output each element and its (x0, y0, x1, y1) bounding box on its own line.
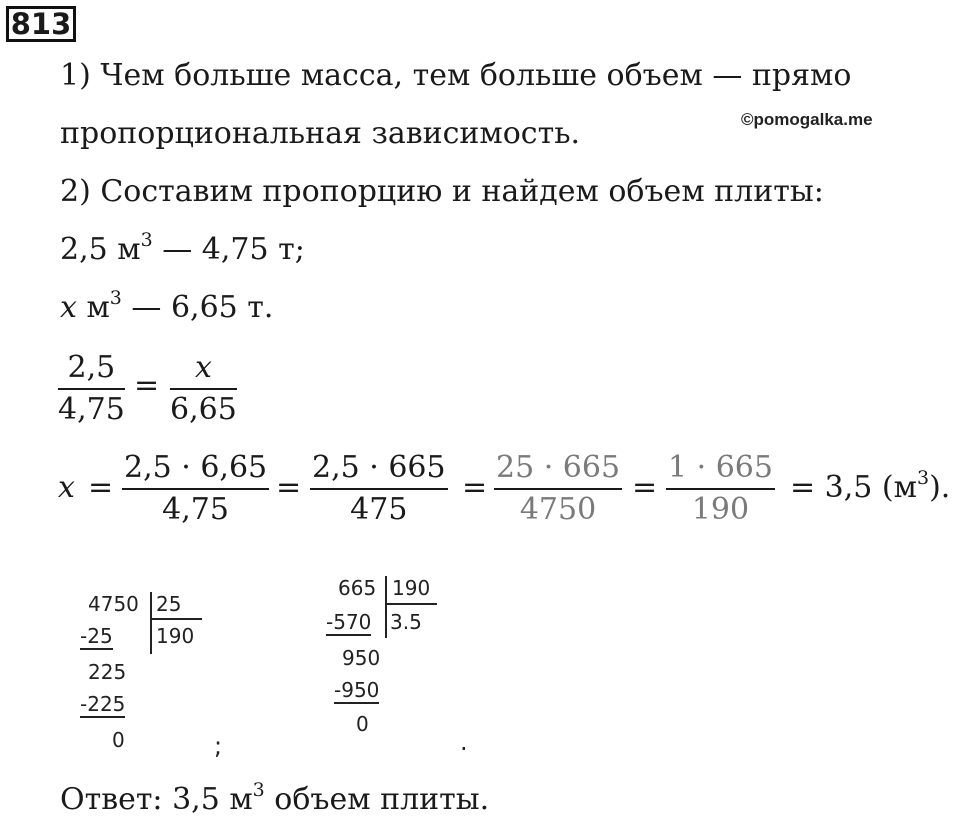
step1-line2: пропорциональная зависимость. (60, 116, 581, 151)
equals-sign: = (632, 470, 658, 505)
solution-var: x (58, 470, 75, 505)
subtrahend-2: -225 (80, 692, 126, 716)
fraction-denominator: 190 (691, 492, 750, 527)
result-exp: 3 (916, 467, 930, 489)
answer-exp: 3 (252, 779, 265, 801)
division-vertical-line (150, 592, 152, 654)
separator-dot: . (460, 728, 468, 756)
remainder-1: 225 (88, 660, 127, 684)
answer-text: Ответ: 3,5 м (60, 782, 253, 817)
step1-line1: 1) Чем больше масса, тем больше объем — прямо (60, 58, 852, 93)
equals-sign: = (134, 368, 160, 403)
result-end: ). (929, 470, 951, 505)
proportion-right-fraction (170, 348, 237, 430)
solution-result (790, 467, 951, 505)
divisor: 25 (156, 592, 182, 616)
fraction-numerator: 2,5 · 665 (312, 450, 446, 485)
row2-right: — 6,65 т. (121, 290, 274, 325)
division-horizontal-line (150, 618, 202, 620)
division-horizontal-line (385, 603, 437, 605)
solution-fraction-4 (666, 448, 775, 530)
row2-exp: 3 (109, 287, 122, 309)
remainder-2: 0 (356, 712, 369, 736)
separator-semicolon: ; (214, 732, 223, 760)
fraction-numerator: 2,5 · 6,65 (124, 450, 268, 485)
quotient: 190 (156, 624, 195, 648)
subtrahend-2: -950 (334, 678, 380, 702)
solution-fraction-1 (122, 448, 269, 530)
subtrahend-1: -570 (326, 610, 372, 634)
fraction-denominator: 4,75 (58, 392, 125, 427)
dividend: 665 (338, 576, 377, 600)
fraction-numerator: 1 · 665 (668, 450, 773, 485)
dividend: 4750 (88, 592, 139, 616)
divisor: 190 (392, 576, 431, 600)
step2-line1: 2) Составим пропорцию и найдем объем плиты: (60, 174, 824, 209)
fraction-denominator: 4,75 (162, 492, 229, 527)
result-value: = 3,5 (м (790, 470, 917, 505)
problem-number-badge: 813 (6, 6, 76, 42)
quotient: 3.5 (390, 610, 422, 634)
proportion-row-1 (60, 229, 305, 267)
proportion-left-fraction (58, 348, 125, 430)
remainder-2: 0 (112, 728, 125, 752)
fraction-denominator: 4750 (519, 492, 597, 527)
fraction-numerator: x (194, 350, 212, 385)
answer-line (60, 779, 490, 817)
row1-right: — 4,75 т; (152, 232, 305, 267)
fraction-numerator: 25 · 665 (496, 450, 621, 485)
solution-fraction-2 (310, 448, 448, 530)
fraction-denominator: 6,65 (170, 392, 237, 427)
remainder-1: 950 (342, 646, 381, 670)
equals-sign: = (88, 470, 114, 505)
fraction-denominator: 475 (350, 492, 408, 527)
equals-sign: = (462, 470, 488, 505)
solution-fraction-3 (494, 448, 622, 530)
row2-left: м (76, 290, 110, 325)
fraction-numerator: 2,5 (67, 350, 116, 385)
watermark: ©pomogalka.me (741, 110, 873, 129)
answer-end: объем плиты. (264, 782, 490, 817)
row1-left: 2,5 м (60, 232, 141, 267)
division-vertical-line (385, 576, 387, 638)
equals-sign: = (276, 470, 302, 505)
subtrahend-1: -25 (80, 624, 113, 648)
row2-var: x (60, 290, 77, 325)
proportion-row-2 (60, 287, 274, 325)
row1-exp: 3 (140, 229, 153, 251)
